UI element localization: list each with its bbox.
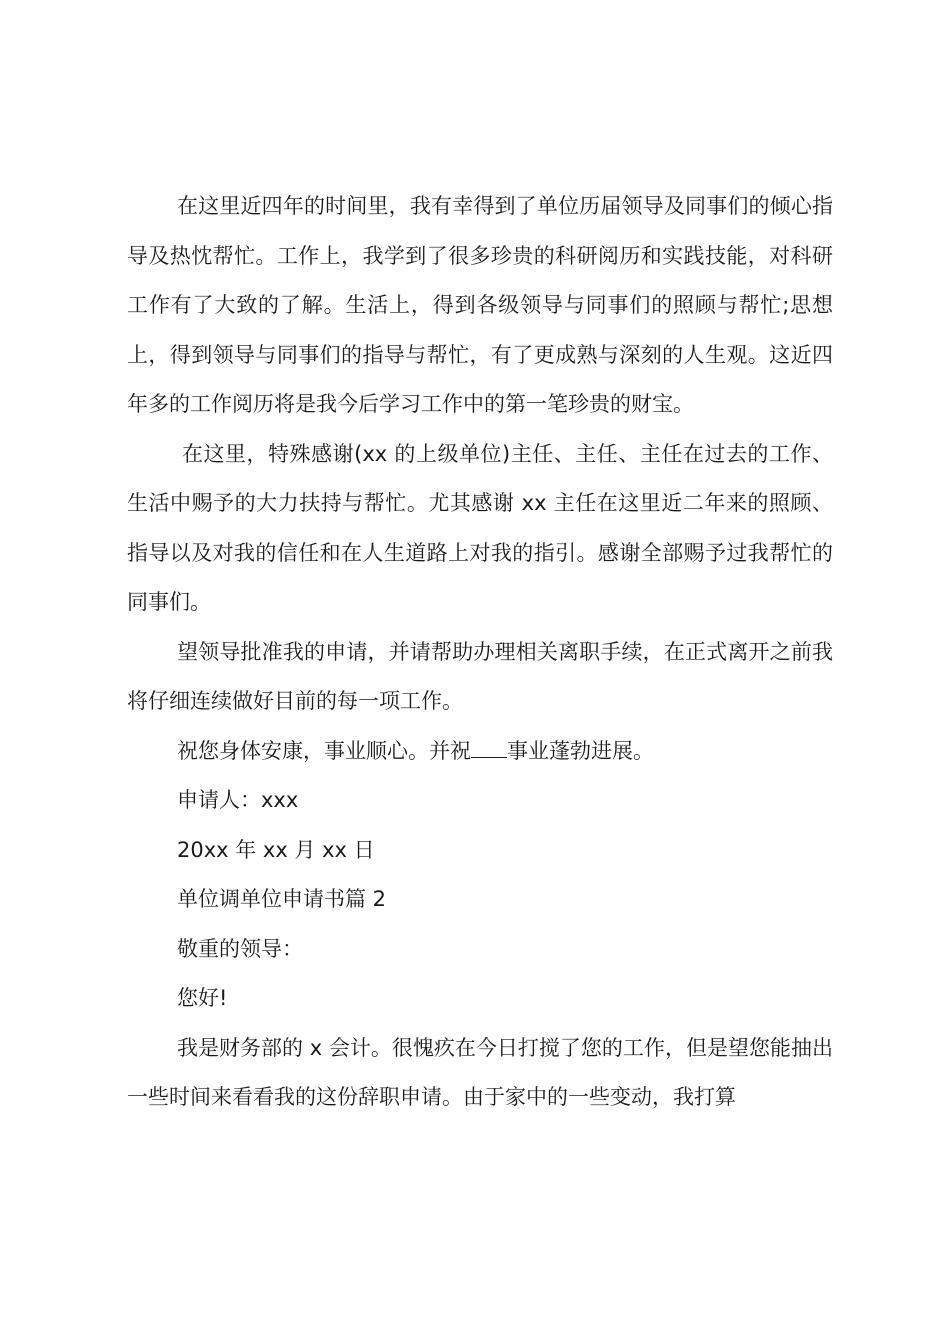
document-page [127, 182, 833, 1123]
body-paragraph-thanks: 在这里，特殊感谢(xx 的上级单位)主任、主任、主任在过去的工作、生活中赐予的大力扶持与帮忙。尤其感谢 xx 主任在这里近二年来的照顾、指导以及对我的信任和在人生道路上对我的指引。感谢全部赐予过我帮忙的同事们。 [127, 441, 833, 614]
applicant-line: 申请人：xxx [177, 788, 299, 812]
fill-in-blank [471, 739, 507, 758]
body-paragraph-request: 望领导批准我的申请，并请帮助办理相关离职手续，在正式离开之前我将仔细连续做好目前的每一项工作。 [127, 639, 833, 713]
section-title: 单位调单位申请书篇 2 [177, 887, 387, 911]
closing-wish-text: 祝您身体安康，事业顺心。并祝 [177, 738, 471, 763]
date-line: 20xx 年 xx 月 xx 日 [177, 837, 375, 862]
body-paragraph-gratitude: 在这里近四年的时间里，我有幸得到了单位历届领导及同事们的倾心指导及热忱帮忙。工作上，我学到了很多珍贵的科研阅历和实践技能，对科研工作有了大致的了解。生活上，得到各级领导与同事们的照顾与帮忙;思想上，得到领导与同事们的指导与帮忙，有了更成熟与深刻的人生观。这近四年多的工作阅历将是我今后学习工作中的第一笔珍贵的财宝。 [127, 194, 833, 416]
closing-wish-text-end: 事业蓬勃进展。 [507, 738, 654, 763]
salutation: 敬重的领导： [177, 936, 303, 961]
body-paragraph-resignation: 我是财务部的 x 会计。很愧疚在今日打搅了您的工作，但是望您能抽出一些时间来看看我的这份辞职申请。由于家中的一些变动，我打算 [127, 1035, 833, 1109]
greeting: 您好! [177, 986, 228, 1010]
closing-wish [127, 727, 833, 777]
